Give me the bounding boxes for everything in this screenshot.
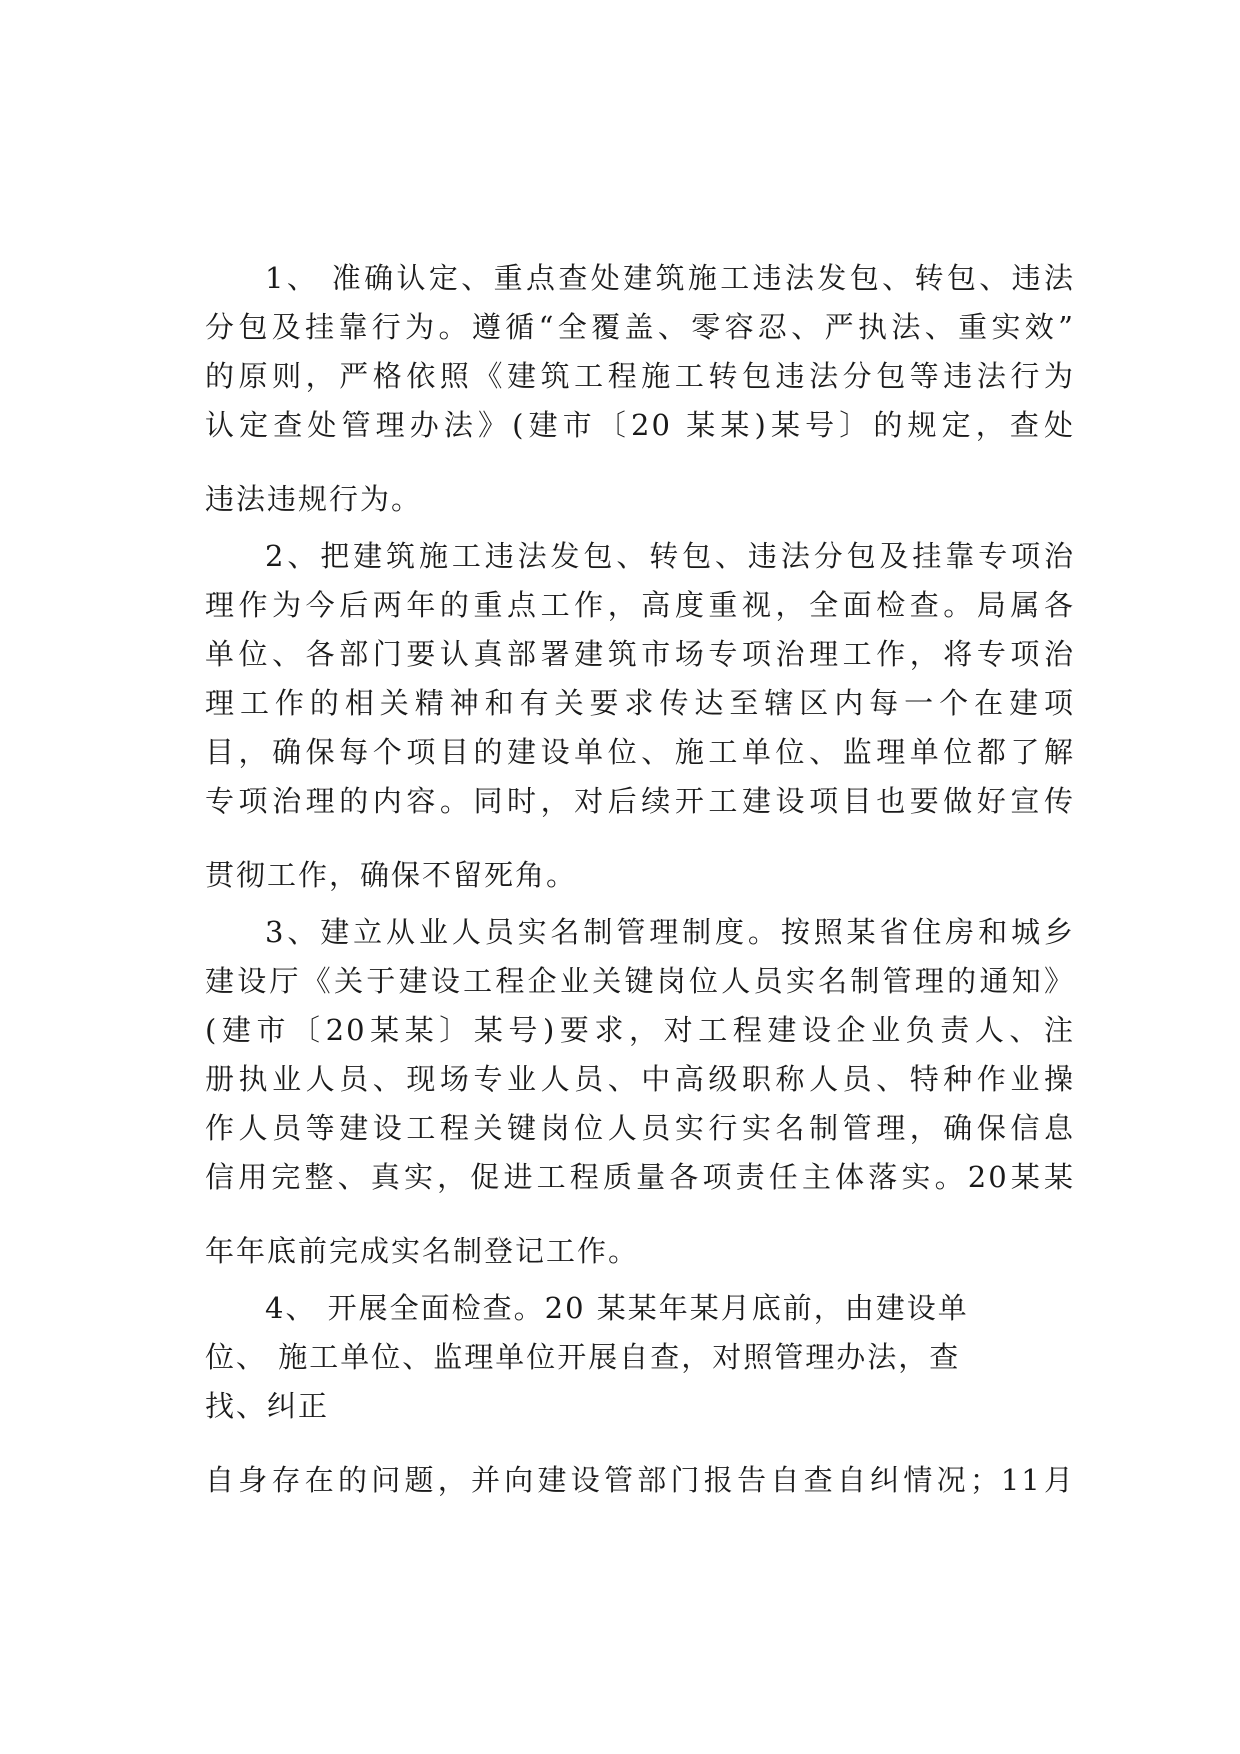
paragraph-1-line-4: 认定查处管理办法》(建市〔20 某某)某号〕的规定，查处	[205, 408, 1075, 442]
paragraph-4-line-4: 自身存在的问题，并向建设管部门报告自查自纠情况；11月	[205, 1463, 1075, 1497]
paragraph-4-line-3: 找、纠正	[205, 1389, 330, 1423]
paragraph-2-line-3: 单位、各部门要认真部署建筑市场专项治理工作，将专项治	[205, 637, 1075, 671]
paragraph-3-line-3: (建市〔20某某〕某号)要求，对工程建设企业负责人、注	[205, 1013, 1075, 1047]
paragraph-4-line-2: 位、 施工单位、监理单位开展自查，对照管理办法，查	[205, 1340, 961, 1374]
paragraph-1-line-3: 的原则，严格依照《建筑工程施工转包违法分包等违法行为	[205, 359, 1075, 393]
paragraph-2-line-1: 2、把建筑施工违法发包、转包、违法分包及挂靠专项治	[265, 539, 1075, 573]
paragraph-3-line-5: 作人员等建设工程关键岗位人员实行实名制管理，确保信息	[205, 1111, 1075, 1145]
paragraph-2-line-2: 理作为今后两年的重点工作，高度重视，全面检查。局属各	[205, 588, 1075, 622]
paragraph-3-line-6: 信用完整、真实，促进工程质量各项责任主体落实。20某某	[205, 1160, 1075, 1194]
paragraph-2-line-5: 目，确保每个项目的建设单位、施工单位、监理单位都了解	[205, 735, 1075, 769]
paragraph-2-line-6: 专项治理的内容。同时，对后续开工建设项目也要做好宣传	[205, 784, 1075, 818]
paragraph-3-line-2: 建设厅《关于建设工程企业关键岗位人员实名制管理的通知》	[205, 964, 1075, 998]
paragraph-3-line-1: 3、建立从业人员实名制管理制度。按照某省住房和城乡	[265, 915, 1075, 949]
paragraph-1-line-1: 1、 准确认定、重点查处建筑施工违法发包、转包、违法	[265, 261, 1075, 295]
paragraph-1-line-5: 违法违规行为。	[205, 482, 423, 516]
paragraph-2-line-4: 理工作的相关精神和有关要求传达至辖区内每一个在建项	[205, 686, 1075, 720]
paragraph-4-line-1: 4、 开展全面检查。20 某某年某月底前，由建设单	[265, 1291, 969, 1325]
paragraph-3-line-4: 册执业人员、现场专业人员、中高级职称人员、特种作业操	[205, 1062, 1075, 1096]
paragraph-3-line-7: 年年底前完成实名制登记工作。	[205, 1234, 640, 1268]
paragraph-2-line-7: 贯彻工作，确保不留死角。	[205, 858, 578, 892]
paragraph-1-line-2: 分包及挂靠行为。遵循“全覆盖、零容忍、严执法、重实效”	[205, 310, 1075, 344]
